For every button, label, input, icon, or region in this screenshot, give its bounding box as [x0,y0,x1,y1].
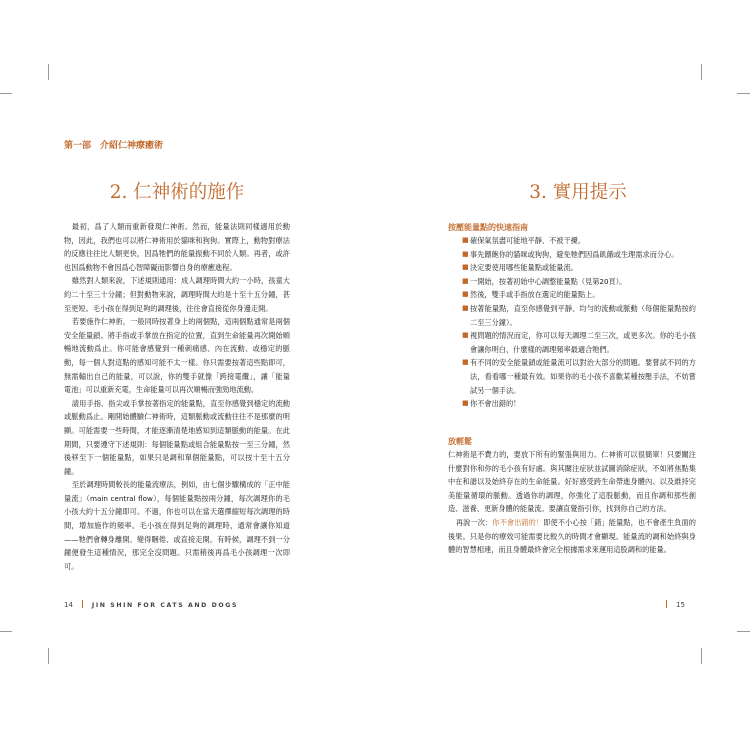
list-item: ■ 決定要使用哪些能量點或能量流。 [462,261,696,275]
list-item: ■ 按著能量點，直至你感覺到平靜、均勻的流動或脈動（每個能量點按約二至三分鐘）。 [462,303,696,327]
bullet-icon: ■ [462,303,469,312]
paragraph: 至於調理時間較長的能量流療法，例如，由七個步驟構成的「正中能量流」（main central flow），每個能量點按兩分鐘，每次調理你的毛小孩大約十五分鐘即可。不過，你也可以在當天選擇縮短每次調理的時間，增加施作的頻率。毛小孩在得到足夠的調理時，通常會讓你知道——牠們會轉身離開、變得睏倦、或直接走開。有時候，調理不到一分鐘便發生這種情況，那完全沒問題。只需稍後再爲毛小孩調理一次即可。 [64,480,290,571]
running-head: 第一部 介紹仁神療癒術 [64,141,164,151]
crop-mark [737,631,750,632]
footer-divider [82,600,83,608]
running-title: JIN SHIN FOR CATS AND DOGS [91,602,239,609]
bullet-icon: ■ [462,358,469,367]
bullet-icon: ■ [462,236,469,244]
list-item: ■ 事先餵飽你的貓咪或狗狗，避免牠們因爲飢餓或生理需求而分心。 [462,248,696,262]
list-item: ■ 你不會出錯的！ [462,397,696,411]
left-section-title: 2. 仁神術的施作 [109,182,245,203]
crop-mark [48,648,49,664]
relax-body [448,448,696,557]
bullet-icon: ■ [462,331,469,340]
left-footer [64,600,238,609]
bullet-icon: ■ [462,263,469,272]
paragraph: 雖然對人類來說，下述規則通用：成人調理時間大約一小時，孩童大約二十至三十分鐘；但對動物來說，調理時間大約是十至十五分鐘，甚至更短。毛小孩在得到足夠的調理後，往往會直接從你身邊走開。 [64,276,290,313]
right-section-title: 3. 實用提示 [529,182,627,203]
highlight-text: 你不會出錯的！ [492,517,544,527]
crop-mark [0,631,12,632]
crop-mark [701,648,702,664]
page-number: 14 [64,601,73,609]
paragraph: 仁神術是不費力的，要放下所有的緊張與用力。仁神術可以很簡單！只要關注什麼對你和你的毛小孩有好處。與其關注症狀並試圖消除症狀，不如將焦點集中在和諧以及始終存在的生命能量。好好感受跨生命帶進身體內、以及維持完美能量循環的脈動。透過你的調理，你強化了這股脈動，而且你調和那些創造、滋養、更新身體的能量流。要讓直覺指引你，找到你自己的方法。 [448,450,696,514]
crop-mark [0,93,12,94]
list-item: ■ 一開始，按著初始中心調整能量點（見第20頁）。 [462,275,696,289]
quick-guide-heading: 按壓能量點的快速指南 [448,223,528,232]
list-item: ■ 視問題的情況而定，你可以每天調理二至三次，或更多次。你的毛小孩會讓你明白，什麼樣的調理頻率最適合牠們。 [462,331,696,354]
crop-mark [48,64,49,80]
paragraph: 再說一次：你不會出錯的！即使不小心按「錯」能量點，也不會產生負面的後果。只是你的療效可能需要比較久的時間才會顯現。能量流的調和始終與身體的智慧相連，而且身體最終會完全根據需求來運用這股調和的能量。 [448,517,696,555]
paragraph: 若要施作仁神術，一般同時按著身上的兩個點，這兩個點通常是兩個安全能量鎖。將手指或手掌放在指定的位置，直到生命能量再次開始順暢地流動爲止。你可能會感覺到一種刺痛感、內在流動、或穩定的脈動，每一個人對這點的感知可能不太一樣。你只需要按著這些點即可，無需輸出自己的能量，可以說，你的雙手就像「跨接電纜」，讓「能量電池」可以重新充電，生命能量可以再次順暢而強勁地流動。 [64,317,290,395]
footer-divider [666,600,667,608]
list-item: ■ 然後，雙手或手指放在選定的能量點上。 [462,288,696,302]
bullet-icon: ■ [462,276,469,285]
bullet-icon: ■ [462,290,469,299]
bullet-icon: ■ [462,249,469,258]
right-footer [666,600,685,609]
bullet-icon: ■ [462,399,469,408]
list-item: ■ 確保氣氛盡可能地平靜、不被干擾。 [462,234,696,248]
paragraph: 請用手指、指尖或手掌按著指定的能量點，直至你感覺到穩定的流動或脈動爲止。剛開始體驗仁神術時，這類脈動或流動往往不是那麼的明顯。可能需要一些時間，才能逐漸清楚地感知到這類脈動的能量。在此期間，只要遵守下述規則：每個能量點或組合能量點按一至三分鐘，然後移至下一個能量點，如果只是調和單個能量點，可以按十至十五分鐘。 [64,398,290,476]
quick-guide-list [462,234,696,411]
crop-mark [737,93,750,94]
page-number: 15 [676,601,685,609]
crop-mark [701,64,702,80]
left-body [64,220,290,573]
relax-heading: 放輕鬆 [448,437,472,446]
list-item: ■ 有不同的安全能量鎖或能量流可以對治大部分的問題。要嘗試不同的方法，看看哪一種最有效。如果你的毛小孩不喜歡某種按壓手法，不妨嘗試另一個手法。 [462,358,696,395]
paragraph: 最初，爲了人類而重新發現仁神術。然而，能量法則同樣適用於動物，因此，我們也可以將仁神術用於貓咪和狗狗。實際上，動物對療法的反應往往比人類更快，因爲牠們的能量振動不同於人類。再者，或許也因爲動物不會因爲心智障礙而影響自身的療癒進程。 [64,222,290,272]
